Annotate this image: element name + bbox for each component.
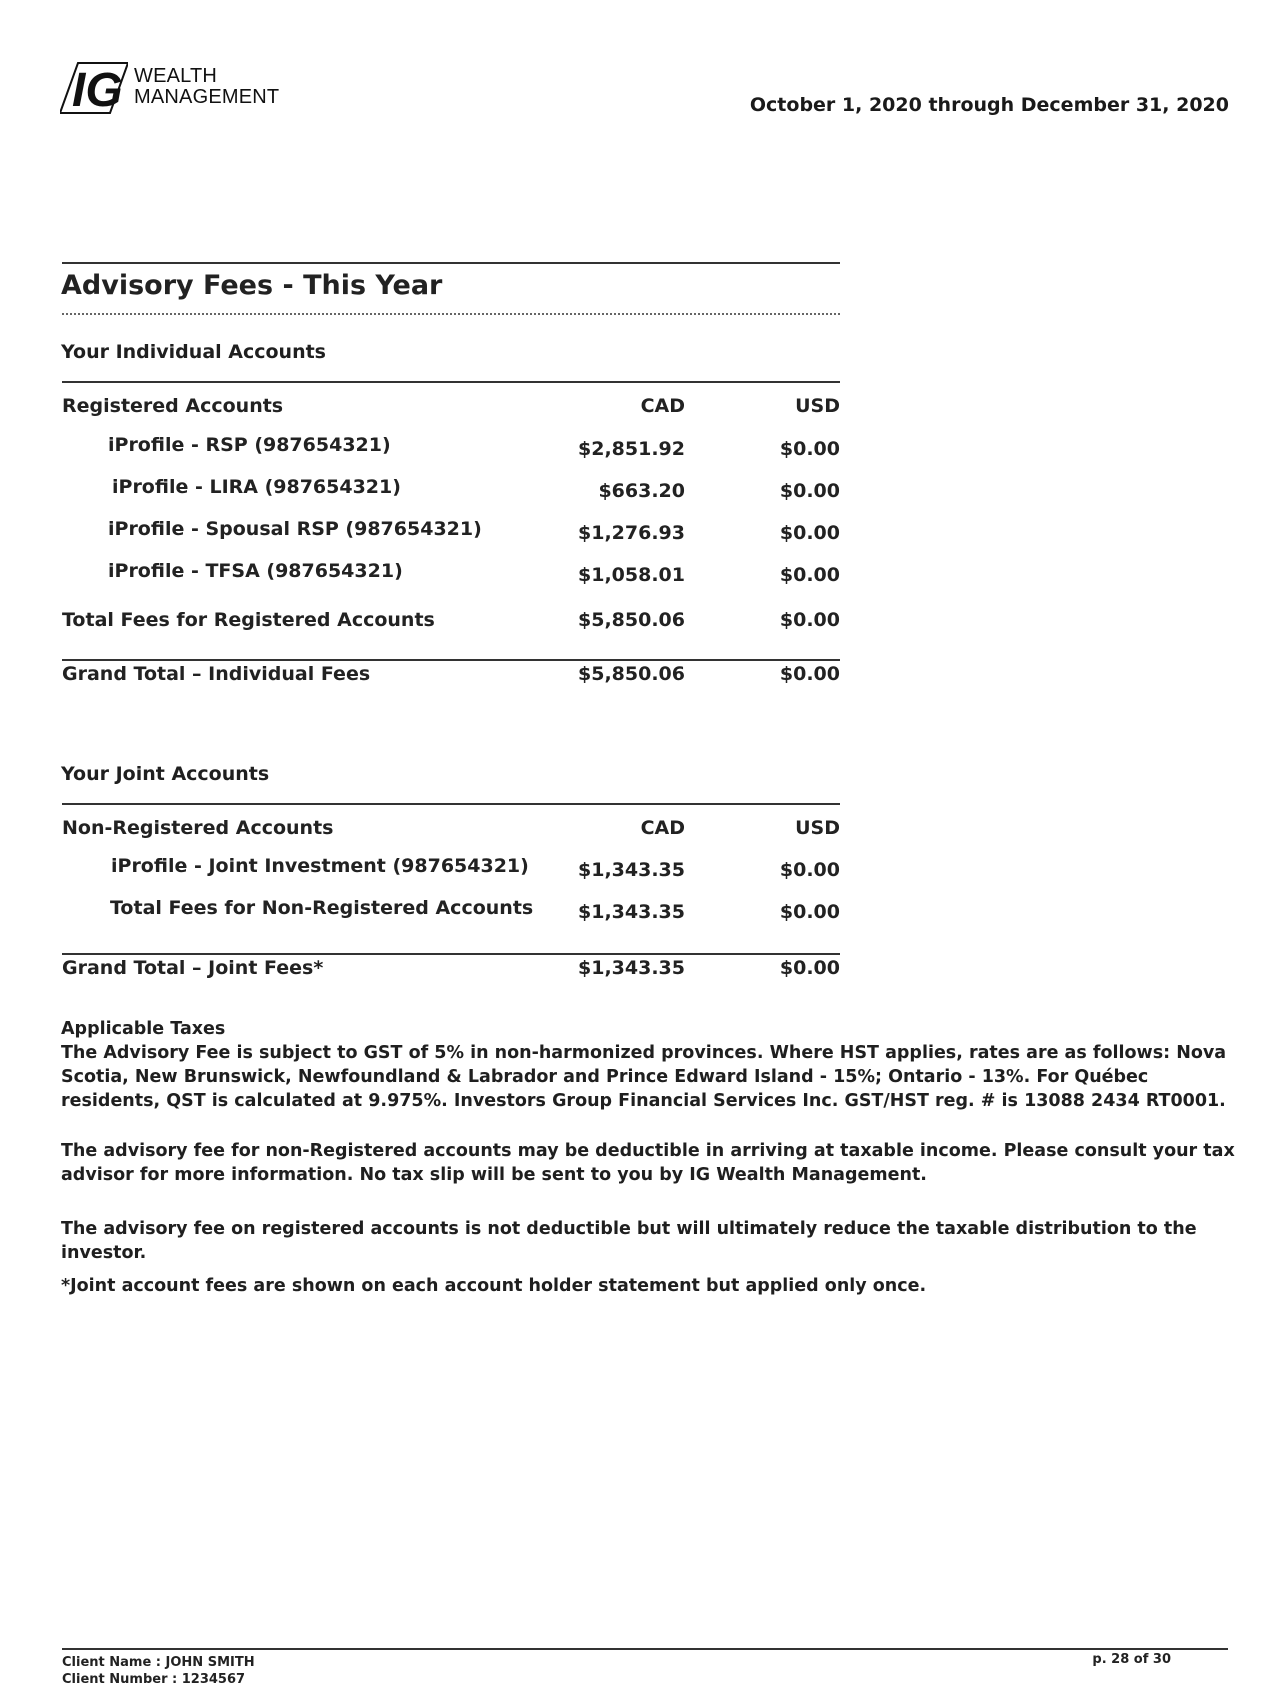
registered-accounts-label: Registered Accounts <box>62 395 284 417</box>
logo-wordmark <box>134 66 279 108</box>
table-row <box>62 434 840 462</box>
account-name: iProfile - RSP (987654321) <box>108 434 391 456</box>
cad-column-header: CAD <box>640 817 685 839</box>
registered-deductibility-note: The advisory fee on registered accounts is not deductible but will ultimately reduce the taxable distribution to the investor. <box>61 1219 1197 1263</box>
account-cad-fee: $663.20 <box>598 480 685 502</box>
account-usd-fee: $0.00 <box>779 480 840 502</box>
usd-column-header: USD <box>795 395 840 417</box>
account-cad-fee: $1,276.93 <box>578 522 685 544</box>
page-title: Advisory Fees - This Year <box>61 270 443 301</box>
non-registered-total-row <box>62 897 840 925</box>
logo-mark-text: IG <box>72 64 123 116</box>
footer-rule <box>62 1648 1228 1650</box>
individual-grand-total-cad: $5,850.06 <box>578 663 685 685</box>
account-usd-fee: $0.00 <box>779 564 840 586</box>
account-usd-fee: $0.00 <box>779 859 840 881</box>
statement-period: October 1, 2020 through December 31, 2020 <box>749 94 1229 116</box>
joint-grand-total-label: Grand Total – Joint Fees* <box>62 957 324 979</box>
non-registered-total-cad: $1,343.35 <box>578 901 685 923</box>
account-name: iProfile - Joint Investment (987654321) <box>111 855 529 877</box>
page-number: p. 28 of 30 <box>1092 1652 1171 1667</box>
ig-logo-icon <box>60 60 128 116</box>
table-row <box>62 855 840 883</box>
logo-line-1: WEALTH <box>134 65 218 87</box>
usd-column-header: USD <box>795 817 840 839</box>
registered-total-cad: $5,850.06 <box>578 609 685 631</box>
account-name: iProfile - LIRA (987654321) <box>112 476 401 498</box>
client-number: Client Number : 1234567 <box>62 1672 246 1687</box>
applicable-taxes-body: The Advisory Fee is subject to GST of 5% in non-harmonized provinces. Where HST applies, rates are as follows: Nova Scotia, New Brunswick, Newfoundland & Labrador and Prince Edward Island - 15%; Ontario - 13%. For Québec residents, QST is calculated at 9.975%. Investors Group Financial Services Inc. GST/HST reg. # is 13088 2434 RT0001. <box>61 1043 1227 1111</box>
client-name: Client Name : JOHN SMITH <box>62 1655 255 1670</box>
non-registered-total-usd: $0.00 <box>779 901 840 923</box>
joint-table-rule <box>62 803 840 805</box>
joint-grand-total-row <box>62 957 840 985</box>
joint-accounts-heading: Your Joint Accounts <box>61 763 270 785</box>
registered-total-row <box>62 609 840 637</box>
applicable-taxes-note <box>61 1017 1241 1113</box>
account-usd-fee: $0.00 <box>779 522 840 544</box>
individual-table-rule <box>62 381 840 383</box>
logo-line-2: MANAGEMENT <box>134 86 280 108</box>
table-row <box>62 476 840 504</box>
cad-column-header: CAD <box>640 395 685 417</box>
company-logo <box>60 60 300 120</box>
individual-grand-total-label: Grand Total – Individual Fees <box>62 663 371 685</box>
non-registered-total-label: Total Fees for Non-Registered Accounts <box>110 897 534 919</box>
account-cad-fee: $2,851.92 <box>578 438 685 460</box>
joint-header-row <box>62 817 840 845</box>
table-row <box>62 518 840 546</box>
individual-grand-total-row <box>62 663 840 691</box>
non-registered-deductibility-note: The advisory fee for non-Registered accounts may be deductible in arriving at taxable income. Please consult your tax advisor for more information. No tax slip will be sent to you by IG Wealth Management. <box>61 1141 1235 1185</box>
joint-grand-total-rule <box>62 953 840 955</box>
individual-grand-total-rule <box>62 659 840 661</box>
individual-grand-total-usd: $0.00 <box>779 663 840 685</box>
account-cad-fee: $1,058.01 <box>578 564 685 586</box>
account-name: iProfile - TFSA (987654321) <box>108 560 403 582</box>
joint-fees-footnote: *Joint account fees are shown on each account holder statement but applied only once. <box>61 1276 927 1296</box>
applicable-taxes-heading: Applicable Taxes <box>61 1019 226 1039</box>
section-title-divider <box>62 313 840 315</box>
account-cad-fee: $1,343.35 <box>578 859 685 881</box>
registered-total-usd: $0.00 <box>779 609 840 631</box>
table-row <box>62 560 840 588</box>
account-usd-fee: $0.00 <box>779 438 840 460</box>
non-registered-accounts-label: Non-Registered Accounts <box>62 817 334 839</box>
joint-grand-total-usd: $0.00 <box>779 957 840 979</box>
individual-header-row <box>62 395 840 423</box>
individual-accounts-heading: Your Individual Accounts <box>61 341 326 363</box>
section-top-rule <box>62 262 840 264</box>
joint-grand-total-cad: $1,343.35 <box>578 957 685 979</box>
registered-total-label: Total Fees for Registered Accounts <box>62 609 435 631</box>
account-name: iProfile - Spousal RSP (987654321) <box>108 518 482 540</box>
